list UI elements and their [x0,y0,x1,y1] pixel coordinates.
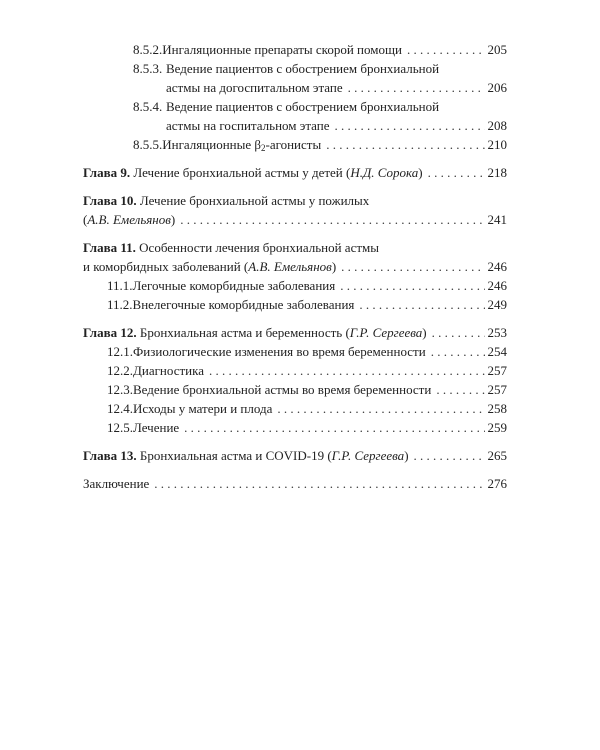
dot-leader [184,418,484,437]
section-title: Внелегочные коморбидные заболевания [132,297,355,312]
section-number: 11.2. [107,297,133,312]
chapter-author: А.В. Емельянов [87,212,171,227]
dot-leader [277,399,484,418]
dot-leader [414,446,485,465]
chapter-label: Глава 9. [83,165,131,180]
chapter-title: Глава 13. Бронхиальная астма и COVID-19 (Г.Р. Сергеева) [83,448,409,463]
section-number: 12.5. [107,420,133,435]
chapter-label: Глава 12. [83,325,137,340]
section-number: 8.5.5. [133,137,163,152]
dot-leader [348,78,485,97]
dot-leader [432,323,485,342]
dot-leader [154,474,484,493]
page-number: 246 [487,259,507,274]
section-number: 8.5.3. [133,61,163,76]
chapter-title: Глава 9. Лечение бронхиальной астмы у детей (Н.Д. Сорока) [83,165,423,180]
dot-leader [431,342,485,361]
dot-leader [436,380,484,399]
toc-entry-8-5-2[interactable] [83,40,507,59]
page-number: 241 [487,212,507,227]
section-title-line1: Ведение пациентов с обострением бронхиальной [166,99,440,114]
dot-leader [209,361,484,380]
page-number: 253 [487,325,507,340]
section-number: 12.2. [107,363,133,378]
section-number: 8.5.2. [133,42,163,57]
page-number: 218 [487,165,507,180]
toc-entry-12-4[interactable] [83,399,507,418]
chapter-label: Глава 13. [83,448,137,463]
section-title: Ведение бронхиальной астмы во время беременности [133,382,432,397]
section-title-line2: астмы на госпитальном этапе [166,118,330,133]
chapter-title-line1: Глава 11. Особенности лечения бронхиальной астмы [83,240,379,255]
section-title-line2: астмы на догоспитальном этапе [166,80,343,95]
page-number: 205 [487,42,507,57]
chapter-title: Глава 12. Бронхиальная астма и беременность (Г.Р. Сергеева) [83,325,427,340]
page-number: 265 [487,448,507,463]
page-number: 276 [487,476,507,491]
toc-entry-11-1[interactable] [83,276,507,295]
section-title: Ингаляционные $\beta_2$-агонисты [162,137,322,153]
dot-leader [335,116,485,135]
dot-leader [359,295,484,314]
chapter-author: Н.Д. Сорока [350,165,419,180]
toc-chapter-11[interactable] [83,238,507,276]
section-title: Легочные коморбидные заболевания [132,278,336,293]
section-number: 12.1. [107,344,133,359]
toc-entry-8-5-4[interactable] [83,97,507,135]
toc-entry-11-2[interactable] [83,295,507,314]
dot-leader [428,163,485,182]
page-number: 210 [487,137,507,152]
toc-chapter-9[interactable] [83,163,507,182]
dot-leader [326,135,484,154]
section-title: Лечение [133,420,180,435]
section-title: Ингаляционные препараты скорой помощи [162,42,402,57]
page-number: 257 [487,382,507,397]
page-number: 254 [487,344,507,359]
toc-entry-8-5-3[interactable] [83,59,507,97]
table-of-contents [83,40,507,493]
chapter-author: А.В. Емельянов [248,259,332,274]
page-number: 206 [487,80,507,95]
section-number: 12.4. [107,401,133,416]
chapter-title-line1: Глава 10. Лечение бронхиальной астмы у пожилых [83,193,370,208]
chapter-title-line2: и коморбидных заболеваний (А.В. Емельянов) [83,259,337,274]
dot-leader [340,276,484,295]
toc-chapter-13[interactable] [83,446,507,465]
dot-leader [341,257,484,276]
section-title: Диагностика [133,363,205,378]
section-number: 8.5.4. [133,99,163,114]
page-number: 258 [487,401,507,416]
section-number: 12.3. [107,382,133,397]
page-number: 257 [487,363,507,378]
page-number: 246 [487,278,507,293]
page-number: 259 [487,420,507,435]
toc-chapter-12[interactable] [83,323,507,342]
chapter-author: Г.Р. Сергеева [331,448,405,463]
chapter-author: Г.Р. Сергеева [349,325,423,340]
chapter-label: Глава 11. [83,240,136,255]
toc-conclusion[interactable] [83,474,507,493]
toc-chapter-10[interactable] [83,191,507,229]
page-number: 208 [487,118,507,133]
dot-leader [407,40,485,59]
toc-entry-12-3[interactable] [83,380,507,399]
section-number: 11.1. [107,278,133,293]
toc-entry-12-1[interactable] [83,342,507,361]
conclusion-title: Заключение [83,476,150,491]
section-title: Исходы у матери и плода [133,401,273,416]
toc-entry-12-2[interactable] [83,361,507,380]
toc-entry-12-5[interactable] [83,418,507,437]
chapter-label: Глава 10. [83,193,137,208]
chapter-title-line2: (А.В. Емельянов) [83,212,176,227]
section-title: Физиологические изменения во время беременности [133,344,426,359]
dot-leader [180,210,484,229]
page-number: 249 [487,297,507,312]
toc-entry-8-5-5[interactable] [83,135,507,154]
section-title-line1: Ведение пациентов с обострением бронхиальной [166,61,440,76]
